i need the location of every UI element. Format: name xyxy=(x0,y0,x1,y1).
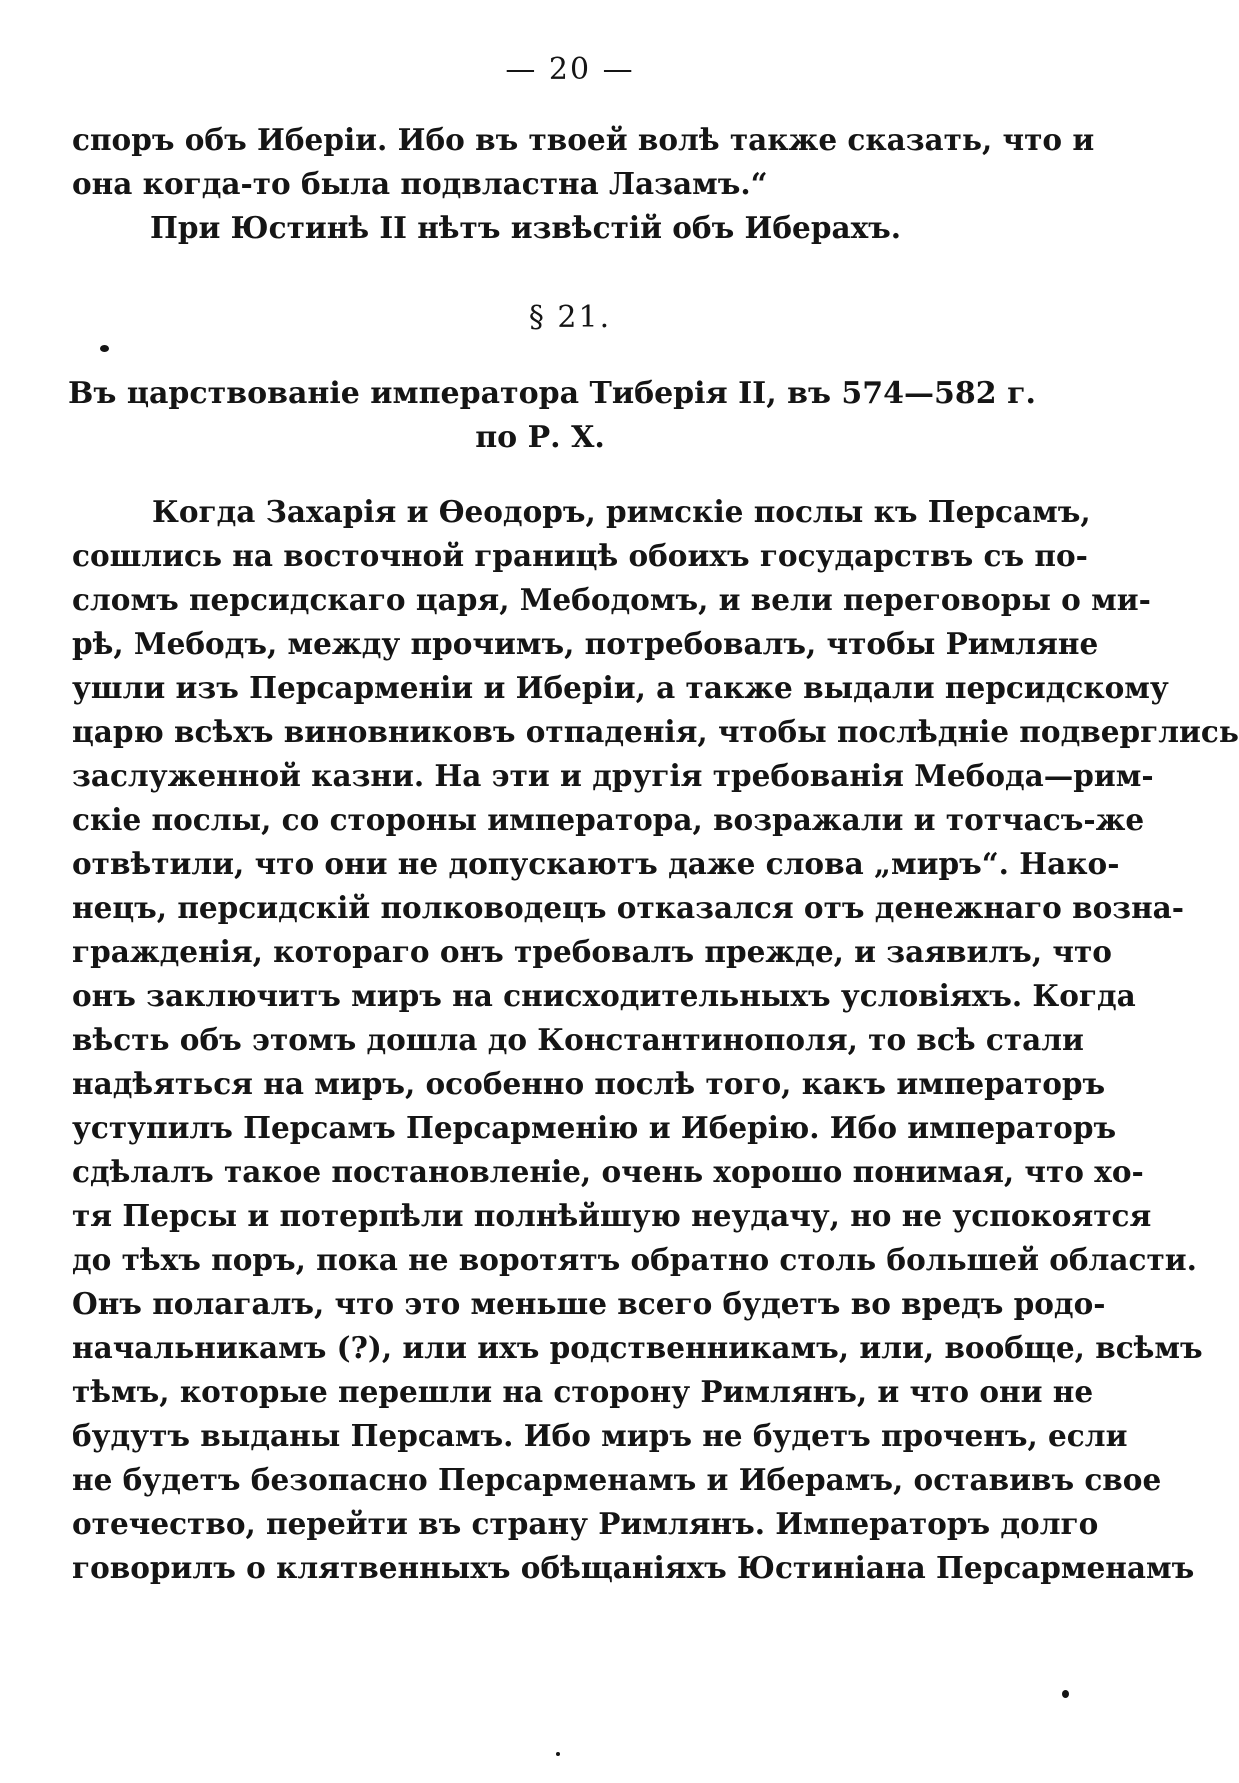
text-line: Онъ полагалъ, что это меньше всего будетъ во вредъ родо- xyxy=(72,1286,1106,1321)
text-line: отечество, перейти въ страну Римлянъ. Императоръ долго xyxy=(72,1506,1099,1541)
page-number: — 20 — xyxy=(505,52,635,87)
text-line: тѣмъ, которые перешли на сторону Римлянъ, и что они не xyxy=(72,1374,1094,1409)
text-line: начальникамъ (?), или ихъ родственникамъ, или, вообще, всѣмъ xyxy=(72,1330,1203,1365)
section-heading xyxy=(68,372,1036,460)
heading-line: по Р. Х. xyxy=(475,420,605,455)
text-line: сломъ персидскаго царя, Мебодомъ, и вели переговоры о ми- xyxy=(72,582,1151,617)
text-line: ушли изъ Персарменіи и Иберіи, а также выдали персидскому xyxy=(72,670,1169,705)
text-line: сдѣлалъ такое постановленіе, очень хорошо понимая, что хо- xyxy=(72,1154,1144,1189)
section-number: § 21. xyxy=(528,300,612,335)
note-line: При Юстинѣ II нѣтъ извѣстій объ Иберахъ. xyxy=(150,210,902,245)
text-line: онъ заключитъ миръ на снисходительныхъ условіяхъ. Когда xyxy=(72,978,1136,1013)
text-line: надѣяться на миръ, особенно послѣ того, какъ императоръ xyxy=(72,1066,1106,1101)
print-speck xyxy=(1062,1690,1069,1698)
text-line: тя Персы и потерпѣли полнѣйшую неудачу, но не успокоятся xyxy=(72,1198,1152,1233)
intro-paragraph xyxy=(72,118,1095,206)
note-paragraph xyxy=(72,206,1012,250)
text-line: до тѣхъ поръ, пока не воротятъ обратно столь большей области. xyxy=(72,1242,1197,1277)
text-line: вѣсть объ этомъ дошла до Константинополя, то всѣ стали xyxy=(72,1022,1084,1057)
text-line: Когда Захарія и Өеодоръ, римскіе послы къ Персамъ, xyxy=(152,494,1091,529)
text-line: уступилъ Персамъ Персарменію и Иберію. Ибо императоръ xyxy=(72,1110,1117,1145)
print-speck xyxy=(556,1752,560,1756)
heading-line: Въ царствованіе императора Тиберія II, въ 574—582 г. xyxy=(68,376,1036,411)
text-line: будутъ выданы Персамъ. Ибо миръ не будетъ проченъ, если xyxy=(72,1418,1128,1453)
text-line: говорилъ о клятвенныхъ обѣщаніяхъ Юстиніана Персарменамъ xyxy=(72,1550,1195,1585)
text-line: заслуженной казни. На эти и другія требованія Мебода—рим- xyxy=(72,758,1154,793)
text-line: не будетъ безопасно Персарменамъ и Иберамъ, оставивъ свое xyxy=(72,1462,1162,1497)
text-line: скіе послы, со стороны императора, возражали и тотчасъ-же xyxy=(72,802,1145,837)
text-line: отвѣтили, что они не допускаютъ даже слова „миръ“. Нако- xyxy=(72,846,1120,881)
body-paragraph xyxy=(72,490,1239,1590)
text-line: нецъ, персидскій полководецъ отказался отъ денежнаго возна- xyxy=(72,890,1185,925)
text-line: споръ объ Иберіи. Ибо въ твоей волѣ также сказать, что и xyxy=(72,122,1095,157)
text-line: рѣ, Мебодъ, между прочимъ, потребовалъ, чтобы Римляне xyxy=(72,626,1099,661)
text-line: гражденія, котораго онъ требовалъ прежде, и заявилъ, что xyxy=(72,934,1112,969)
text-line: царю всѣхъ виновниковъ отпаденія, чтобы послѣдніе подверглись xyxy=(72,714,1239,749)
text-line: сошлись на восточной границѣ обоихъ государствъ съ по- xyxy=(72,538,1088,573)
text-line: она когда-то была подвластна Лазамъ.“ xyxy=(72,166,768,201)
print-speck xyxy=(100,345,109,352)
